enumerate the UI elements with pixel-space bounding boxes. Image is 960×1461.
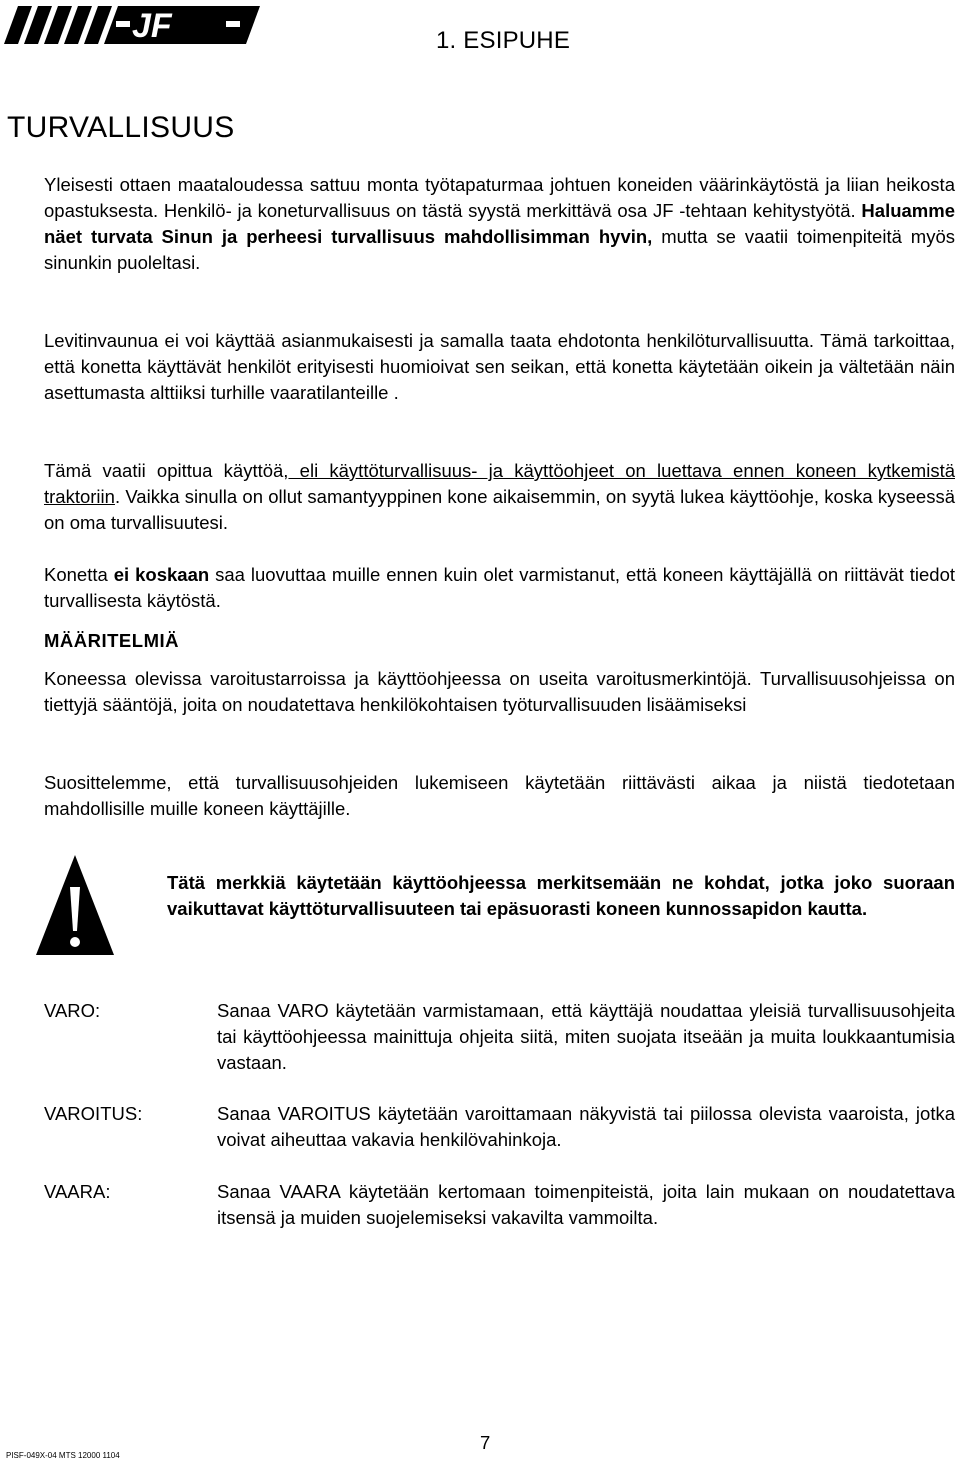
term-varoitus: VAROITUS: xyxy=(44,1103,143,1124)
warning-text: Tätä merkkiä käytetään käyttöohjeessa merkitsemään ne kohdat, jotka joko suoraan vaikuttavat käyttöturvallisuuteen tai epäsuorasti koneen kunnossapidon kautta. xyxy=(167,872,955,919)
intro-p1-bold: Haluamme näet turvata Sinun ja perheesi turvallisuus mahdollisimman hyvin, xyxy=(44,200,955,247)
intro-p4-bold: ei koskaan xyxy=(113,564,210,585)
document-code: PISF-049X-04 MTS 12000 1104 xyxy=(6,1451,120,1460)
page-number: 7 xyxy=(480,1432,491,1453)
term-varo: VARO: xyxy=(44,1000,101,1021)
intro-paragraph-3 xyxy=(44,458,955,536)
intro-p3-rest: . Vaikka sinulla on ollut samantyyppinen kone aikaisemmin, on syytä lukea käyttöohje, koska kyseessä on oma turvallisuutesi. xyxy=(44,486,955,533)
chapter-heading: 1. ESIPUHE xyxy=(436,27,571,54)
term-varo-description: Sanaa VARO käytetään varmistamaan, että käyttäjä noudattaa yleisiä turvallisuusohjeita tai käyttöohjeessa mainittuja ohjeita siitä, miten suojata itseään ja muita loukkaantumisia vastaan. xyxy=(217,1000,955,1073)
intro-p3-underlined: eli käyttöturvallisuus- ja käyttöohjeet on luettava ennen koneen kytkemistä traktoriin xyxy=(44,460,955,507)
intro-paragraph-1 xyxy=(44,172,955,276)
definitions-paragraph-1: Koneessa olevissa varoitustarroissa ja käyttöohjeessa on useita varoitusmerkintöjä. Turvallisuusohjeissa on tiettyjä sääntöjä, joita on noudatettava henkilökohtaisen työturvallisuuden lisäämiseksi xyxy=(44,668,955,715)
intro-p1-tail: mutta se vaatii toimenpiteitä myös sinunkin puoleltasi. xyxy=(44,226,955,273)
jf-logo xyxy=(4,2,260,48)
warning-triangle-icon xyxy=(34,853,116,957)
definitions-paragraph-2: Suosittelemme, että turvallisuusohjeiden lukemiseen käytetään riittävästi aikaa ja niistä tiedotetaan mahdollisille muille koneen käyttäjille. xyxy=(44,772,955,819)
intro-paragraph-2: Levitinvaunua ei voi käyttää asianmukaisesti ja samalla taata ehdotonta henkilöturvallisuutta. Tämä tarkoittaa, että konetta käyttävät henkilöt erityisesti huomioivat sen seikan, että konetta käytetään oikein ja vältetään näin asettumasta alttiiksi turhille vaaratilanteille . xyxy=(44,330,955,403)
logo-text: JF xyxy=(132,7,172,45)
term-vaara-description: Sanaa VAARA käytetään kertomaan toimenpiteistä, joita lain mukaan on noudatettava itsensä ja muiden suojelemiseksi vakavilta vammoilta. xyxy=(217,1181,955,1228)
definitions-title: MÄÄRITELMIÄ xyxy=(44,630,179,651)
intro-p4-rest: saa luovuttaa muille ennen kuin olet varmistanut, että koneen käyttäjällä on riittävät tiedot turvallisesta käytöstä. xyxy=(44,564,956,611)
intro-p4-start: Konetta xyxy=(44,564,114,585)
intro-p3-start: Tämä vaatii opittua käyttöä, xyxy=(44,460,289,481)
intro-paragraph-4 xyxy=(44,562,955,614)
page-title: TURVALLISUUS xyxy=(7,111,235,144)
intro-p1-text: Yleisesti ottaen maataloudessa sattuu monta työtapaturmaa johtuen koneiden väärinkäytöstä ja liian heikosta opastuksesta. Henkilö- ja koneturvallisuus on tästä syystä merkittävä osa JF -tehtaan kehitystyötä. xyxy=(44,174,955,221)
term-vaara: VAARA: xyxy=(44,1181,111,1202)
term-varoitus-description: Sanaa VAROITUS käytetään varoittamaan näkyvistä tai piilossa olevista vaaroista, jotka voivat aiheuttaa vakavia henkilövahinkoja. xyxy=(217,1103,955,1150)
